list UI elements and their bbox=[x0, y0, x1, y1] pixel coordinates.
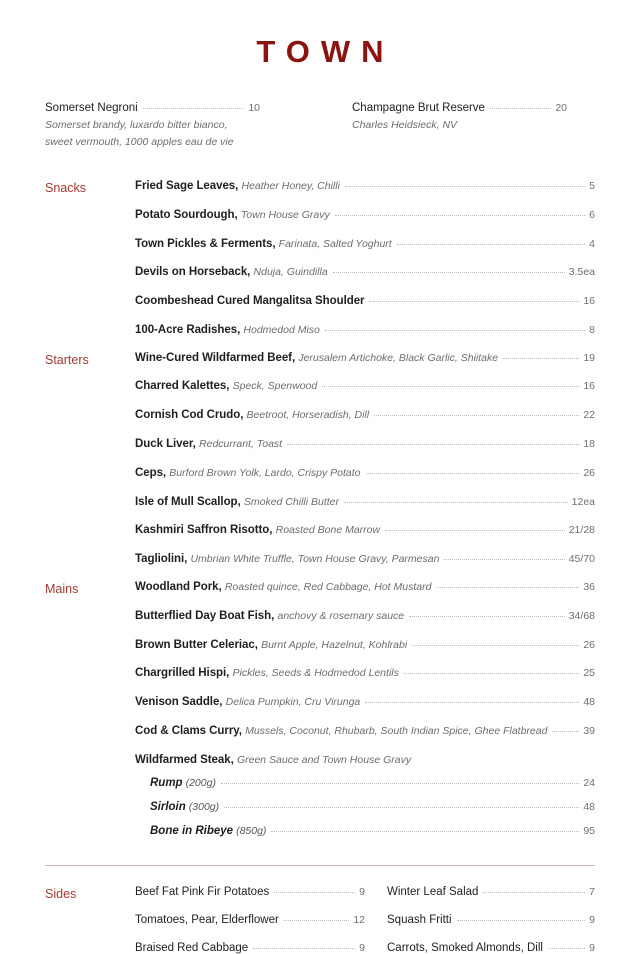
section-label: Snacks bbox=[45, 180, 86, 195]
menu-item-name: Venison Saddle, bbox=[135, 696, 223, 709]
menu-item-name: Woodland Pork, bbox=[135, 581, 222, 594]
menu-sub-item-name: Bone in Ribeye bbox=[150, 824, 234, 837]
menu-item[interactable] bbox=[135, 639, 595, 653]
menu-sub-item-dot-leader bbox=[224, 807, 579, 808]
menu-item-text bbox=[135, 581, 431, 595]
drink-dot-leader bbox=[490, 108, 551, 109]
menu-item[interactable] bbox=[135, 238, 595, 252]
menu-item-price: 18 bbox=[583, 438, 595, 451]
side-item[interactable] bbox=[135, 914, 365, 926]
menu-sub-item-price: 95 bbox=[583, 824, 595, 837]
menu-item[interactable] bbox=[135, 696, 595, 710]
menu-item-name: 100-Acre Radishes, bbox=[135, 323, 241, 336]
menu-item-group bbox=[135, 754, 595, 839]
menu-item-name: Duck Liver, bbox=[135, 438, 196, 451]
menu-item-dot-leader bbox=[365, 702, 579, 703]
sides-column bbox=[135, 886, 365, 954]
side-item-dot-leader bbox=[483, 892, 585, 893]
side-item-name: Squash Fritti bbox=[387, 913, 452, 926]
restaurant-title: TOWN bbox=[256, 34, 395, 69]
side-item-price: 7 bbox=[589, 885, 595, 898]
menu-item-price: 22 bbox=[583, 409, 595, 422]
sides-divider bbox=[45, 865, 595, 866]
menu-item-text bbox=[135, 324, 320, 338]
menu-item-name: Kashmiri Saffron Risotto, bbox=[135, 524, 273, 537]
menu-item-dot-leader bbox=[412, 645, 579, 646]
menu-item-description: Nduja, Guindilla bbox=[253, 266, 328, 279]
menu-item-text bbox=[135, 610, 404, 624]
menu-item-price: 21/28 bbox=[568, 524, 595, 537]
drink-row[interactable] bbox=[352, 101, 567, 115]
menu-item-dot-leader bbox=[374, 415, 579, 416]
menu-item-price: 6 bbox=[589, 208, 595, 221]
side-item-price: 12 bbox=[353, 913, 365, 926]
menu-item-price: 8 bbox=[589, 323, 595, 336]
menu-item-description: Redcurrant, Toast bbox=[199, 438, 283, 451]
menu-item-dot-leader bbox=[552, 731, 579, 732]
drink-description-line: Somerset brandy, luxardo bitter bianco, bbox=[45, 119, 228, 132]
menu-item[interactable] bbox=[135, 725, 595, 739]
menu-item-description: Burnt Apple, Hazelnut, Kohlrabi bbox=[261, 638, 408, 651]
section-snacks bbox=[45, 180, 595, 338]
menu-item[interactable] bbox=[135, 380, 595, 394]
drink-row[interactable] bbox=[45, 101, 260, 115]
menu-item-name: Town Pickles & Ferments, bbox=[135, 237, 276, 250]
menu-item-name: Cornish Cod Crudo, bbox=[135, 409, 244, 422]
menu-item-description: Smoked Chilli Butter bbox=[243, 495, 339, 508]
menu-item-name: Butterflied Day Boat Fish, bbox=[135, 609, 275, 622]
menu-item[interactable] bbox=[135, 524, 595, 538]
menu-item[interactable] bbox=[135, 409, 595, 423]
side-item[interactable] bbox=[387, 942, 595, 954]
menu-item-description: Speck, Spenwood bbox=[232, 380, 318, 393]
menu-item-description: Farinata, Salted Yoghurt bbox=[278, 237, 392, 250]
menu-item-dot-leader bbox=[287, 444, 579, 445]
menu-item-description: Mussels, Coconut, Rhubarb, South Indian Spice, Ghee Flatbread bbox=[245, 725, 548, 738]
side-item-price: 9 bbox=[359, 885, 365, 898]
side-item[interactable] bbox=[387, 914, 595, 926]
menu-item-price: 39 bbox=[583, 725, 595, 738]
side-item-name: Beef Fat Pink Fir Potatoes bbox=[135, 885, 270, 898]
menu-item-dot-leader bbox=[335, 215, 585, 216]
menu-item-description: Town House Gravy bbox=[240, 208, 330, 221]
menu-item-text bbox=[135, 496, 339, 510]
menu-item-text bbox=[135, 725, 547, 739]
section-items bbox=[135, 180, 595, 338]
menu-sub-item-dot-leader bbox=[221, 783, 579, 784]
side-item-name: Braised Red Cabbage bbox=[135, 941, 249, 954]
menu-item-dot-leader bbox=[322, 386, 579, 387]
menu-item-price: 16 bbox=[583, 380, 595, 393]
menu-sub-item-name: Rump bbox=[150, 776, 183, 789]
menu-sub-item-weight: (300g) bbox=[188, 800, 220, 813]
drink-price: 20 bbox=[555, 102, 567, 114]
menu-item[interactable] bbox=[135, 496, 595, 510]
menu-item-name: Ceps, bbox=[135, 466, 167, 479]
menu-item-text bbox=[135, 238, 392, 252]
side-item-dot-leader bbox=[284, 920, 349, 921]
menu-item-name: Chargrilled Hispi, bbox=[135, 667, 230, 680]
menu-item-description: Hodmedod Miso bbox=[243, 323, 320, 336]
menu-item-dot-leader bbox=[503, 358, 579, 359]
menu-item-text bbox=[135, 380, 317, 394]
menu-item-dot-leader bbox=[385, 530, 565, 531]
menu-item-price: 19 bbox=[583, 351, 595, 364]
side-item-name: Carrots, Smoked Almonds, Dill bbox=[387, 941, 543, 954]
menu-item-description: Pickles, Seeds & Hodmedod Lentils bbox=[232, 667, 399, 680]
menu-item-price: 36 bbox=[583, 581, 595, 594]
menu-item-dot-leader bbox=[366, 473, 580, 474]
menu-item-name: Devils on Horseback, bbox=[135, 266, 251, 279]
menu-item-price: 16 bbox=[583, 295, 595, 308]
menu-item-description: Roasted Bone Marrow bbox=[275, 524, 381, 537]
menu-item-dot-leader bbox=[333, 272, 565, 273]
menu-item[interactable] bbox=[135, 295, 595, 309]
side-item-name: Winter Leaf Salad bbox=[387, 885, 479, 898]
menu-item-name: Fried Sage Leaves, bbox=[135, 179, 239, 192]
menu-sub-item[interactable] bbox=[150, 773, 595, 791]
menu-item-price: 26 bbox=[583, 638, 595, 651]
side-item-price: 9 bbox=[589, 941, 595, 954]
menu-item-text bbox=[135, 553, 439, 567]
drink-description bbox=[45, 117, 320, 150]
menu-item-text bbox=[135, 667, 399, 681]
menu-sub-item-text bbox=[150, 797, 219, 815]
menu-item-text bbox=[135, 639, 407, 653]
drink-column bbox=[320, 101, 595, 150]
menu-item-dot-leader bbox=[436, 587, 579, 588]
menu-item-description: Delica Pumpkin, Cru Virunga bbox=[225, 696, 361, 709]
menu-sub-item[interactable] bbox=[150, 821, 595, 839]
drink-price: 10 bbox=[248, 102, 260, 114]
menu-item-dot-leader bbox=[344, 502, 568, 503]
menu-item-text bbox=[135, 295, 364, 309]
menu-item[interactable] bbox=[135, 324, 595, 338]
menu-sub-item[interactable] bbox=[150, 797, 595, 815]
menu-sub-item-name: Sirloin bbox=[150, 800, 186, 813]
menu-sub-item-price: 24 bbox=[583, 776, 595, 789]
section-label: Sides bbox=[45, 886, 77, 901]
menu-item-price: 12ea bbox=[571, 495, 595, 508]
menu-item-text bbox=[135, 352, 498, 366]
side-item[interactable] bbox=[135, 886, 365, 898]
side-item-dot-leader bbox=[548, 948, 585, 949]
menu-item[interactable] bbox=[135, 209, 595, 223]
menu-sub-item-weight: (850g) bbox=[236, 824, 267, 837]
menu-item-description: Beetroot, Horseradish, Dill bbox=[246, 409, 370, 422]
drink-description bbox=[352, 117, 595, 133]
menu-item[interactable] bbox=[135, 266, 595, 280]
drink-description-line: Charles Heidsieck, NV bbox=[352, 119, 458, 132]
menu-item[interactable] bbox=[135, 180, 595, 194]
drink-name-row bbox=[45, 101, 260, 115]
drink-name: Champagne Brut Reserve bbox=[352, 102, 485, 114]
menu-item-description: Heather Honey, Chilli bbox=[241, 179, 340, 192]
menu-item-price: 26 bbox=[583, 466, 595, 479]
menu-item-price: 48 bbox=[583, 696, 595, 709]
section-items bbox=[135, 352, 595, 567]
menu-item-dot-leader bbox=[444, 559, 564, 560]
section-label: Mains bbox=[45, 582, 79, 597]
menu-item-text bbox=[135, 696, 360, 710]
menu-item-description: Jerusalem Artichoke, Black Garlic, Shiitake bbox=[298, 351, 499, 364]
side-item[interactable] bbox=[387, 886, 595, 898]
menu-item-group-header bbox=[135, 754, 595, 766]
menu-item-name: Isle of Mull Scallop, bbox=[135, 495, 241, 508]
drink-column bbox=[45, 101, 320, 150]
menu-item[interactable] bbox=[135, 581, 595, 595]
menu-sub-item-dot-leader bbox=[271, 831, 579, 832]
section-sides bbox=[45, 886, 595, 954]
side-item-price: 9 bbox=[589, 913, 595, 926]
menu-item-name: Potato Sourdough, bbox=[135, 208, 238, 221]
menu-item-name: Brown Butter Celeriac, bbox=[135, 638, 258, 651]
drinks-row bbox=[45, 101, 595, 150]
menu-item-price: 5 bbox=[589, 179, 595, 192]
menu-sub-item-weight: (200g) bbox=[185, 776, 216, 789]
menu-item-dot-leader bbox=[404, 673, 579, 674]
menu-item-dot-leader bbox=[397, 244, 585, 245]
menu-item-text bbox=[135, 438, 282, 452]
menu-item-text bbox=[135, 180, 340, 194]
sides-grid bbox=[135, 886, 595, 954]
side-item-dot-leader bbox=[457, 920, 586, 921]
side-item-name: Tomatoes, Pear, Elderflower bbox=[135, 913, 279, 926]
menu-item[interactable] bbox=[135, 352, 595, 366]
menu-item-text bbox=[135, 209, 330, 223]
menu-item[interactable] bbox=[135, 610, 595, 624]
menu-item-name: Wine-Cured Wildfarmed Beef, bbox=[135, 351, 296, 364]
menu-item-description: Burford Brown Yolk, Lardo, Crispy Potato bbox=[169, 466, 361, 479]
menu-item[interactable] bbox=[135, 467, 595, 481]
menu-item[interactable] bbox=[135, 667, 595, 681]
menu-item-description: Roasted quince, Red Cabbage, Hot Mustard bbox=[224, 581, 432, 594]
section-starters bbox=[45, 352, 595, 567]
menu-sub-item-price: 48 bbox=[583, 800, 595, 813]
side-item-dot-leader bbox=[253, 948, 355, 949]
drink-dot-leader bbox=[143, 108, 245, 109]
menu-sub-item-text bbox=[150, 821, 266, 839]
menu-item-text bbox=[135, 409, 369, 423]
menu-item-dot-leader bbox=[369, 301, 579, 302]
drink-description-line: sweet vermouth, 1000 apples eau de vie bbox=[45, 135, 234, 148]
menu-item-dot-leader bbox=[345, 186, 585, 187]
menu-item-description: anchovy & rosemary sauce bbox=[277, 609, 405, 622]
menu-sections bbox=[45, 180, 595, 954]
menu-sub-item-text bbox=[150, 773, 216, 791]
side-item[interactable] bbox=[135, 942, 365, 954]
side-item-dot-leader bbox=[274, 892, 355, 893]
menu-item-description: Umbrian White Truffle, Town House Gravy, Parmesan bbox=[190, 553, 440, 566]
menu-item-price: 25 bbox=[583, 667, 595, 680]
menu-item[interactable] bbox=[135, 438, 595, 452]
menu-item-group-description: Green Sauce and Town House Gravy bbox=[236, 753, 412, 766]
sides-column bbox=[365, 886, 595, 954]
menu-item-price: 4 bbox=[589, 237, 595, 250]
menu-item-name: Charred Kalettes, bbox=[135, 380, 230, 393]
menu-item-price: 3.5ea bbox=[568, 266, 595, 279]
menu-item-dot-leader bbox=[325, 330, 585, 331]
section-mains bbox=[45, 581, 595, 847]
section-items bbox=[135, 581, 595, 847]
side-item-price: 9 bbox=[359, 941, 365, 954]
menu-item-text bbox=[135, 266, 328, 280]
drink-name-row bbox=[352, 101, 567, 115]
menu-item-text bbox=[135, 467, 361, 481]
menu-item-dot-leader bbox=[409, 616, 565, 617]
menu-item-name: Cod & Clams Curry, bbox=[135, 725, 242, 738]
drink-name: Somerset Negroni bbox=[45, 102, 138, 114]
menu-item-text bbox=[135, 524, 380, 538]
menu-item-name: Tagliolini, bbox=[135, 553, 188, 566]
masthead bbox=[45, 0, 595, 85]
menu-item-name: Coombeshead Cured Mangalitsa Shoulder bbox=[135, 295, 365, 308]
menu-item-price: 45/70 bbox=[568, 553, 595, 566]
menu-item-group-name: Wildfarmed Steak, bbox=[135, 753, 234, 766]
menu-item[interactable] bbox=[135, 553, 595, 567]
section-label: Starters bbox=[45, 352, 89, 367]
menu-item-price: 34/68 bbox=[568, 609, 595, 622]
